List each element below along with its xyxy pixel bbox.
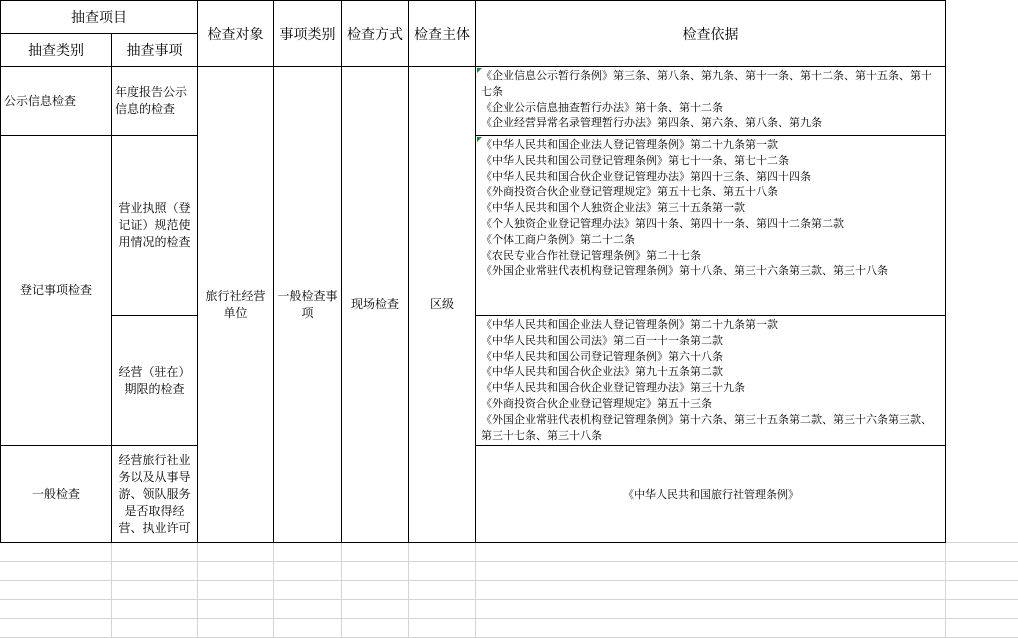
cell-subject-shared[interactable]: 区级 <box>408 66 476 543</box>
cell-category-registration[interactable]: 登记事项检查 <box>0 135 112 446</box>
cell-method-shared[interactable]: 现场检查 <box>341 66 409 543</box>
cell-basis-row4[interactable]: 《中华人民共和国旅行社管理条例》 <box>475 445 946 543</box>
header-method[interactable]: 检查方式 <box>341 0 409 67</box>
cell-item-license-usage[interactable]: 营业执照（登记证）规范使用情况的检查 <box>111 135 198 316</box>
cell-item-term-check[interactable]: 经营（驻在）期限的检查 <box>111 315 198 446</box>
cell-basis-row3[interactable]: 《中华人民共和国企业法人登记管理条例》第二十九条第一款 《中华人民共和国公司法》第二百一十一条第二款 《中华人民共和国公司登记管理条例》第六十八条 《中华人民共和国合伙企业法》第九十五条第二款 《中华人民共和国合伙企业登记管理办法》第三十九条 《外商投资合伙企业登记管理规定》第五十三条 《外国企业常驻代表机构登记管理条例》第十六条、第三十五条第二款、第三十六条第三款、第三十七条、第三十八条 <box>475 315 946 446</box>
header-target[interactable]: 检查对象 <box>197 0 274 67</box>
cell-item-license-permit[interactable]: 经营旅行社业务以及从事导游、领队服务是否取得经营、执业许可 <box>111 445 198 543</box>
header-category[interactable]: 抽查类别 <box>0 33 112 67</box>
header-type[interactable]: 事项类别 <box>273 0 342 67</box>
header-item[interactable]: 抽查事项 <box>111 33 198 67</box>
cell-basis-row2[interactable]: 《中华人民共和国企业法人登记管理条例》第二十九条第一款 《中华人民共和国公司登记管理条例》第七十一条、第七十二条 《中华人民共和国合伙企业登记管理办法》第四十三条、第四十四条 《外商投资合伙企业登记管理规定》第五十七条、第五十八条 《中华人民共和国个人独资企业法》第三十五条第一款 《个人独资企业登记管理办法》第四十条、第四十一条、第四十二条第二款 《个体工商户条例》第二十二条 《农民专业合作社登记管理条例》第二十七条 《外国企业常驻代表机构登记管理条例》第十八条、第三十六条第三款、第三十八条 <box>475 135 946 316</box>
comment-marker-icon <box>477 68 482 73</box>
cell-target-shared[interactable]: 旅行社经营单位 <box>197 66 274 543</box>
cell-basis-row1[interactable]: 《企业信息公示暂行条例》第三条、第八条、第九条、第十一条、第十二条、第十五条、第十七条 《企业公示信息抽查暂行办法》第十条、第十二条 《企业经营异常名录管理暂行办法》第四条、第六条、第八条、第九条 <box>475 66 946 136</box>
header-group-title[interactable]: 抽查项目 <box>0 0 198 34</box>
cell-category-public-info[interactable]: 公示信息检查 <box>0 66 112 136</box>
header-basis[interactable]: 检查依据 <box>475 0 946 67</box>
comment-marker-icon <box>477 137 482 142</box>
cell-category-general[interactable]: 一般检查 <box>0 445 112 543</box>
cell-type-shared[interactable]: 一般检查事项 <box>273 66 342 543</box>
cell-item-annual-report[interactable]: 年度报告公示信息的检查 <box>111 66 198 136</box>
header-subject[interactable]: 检查主体 <box>408 0 476 67</box>
